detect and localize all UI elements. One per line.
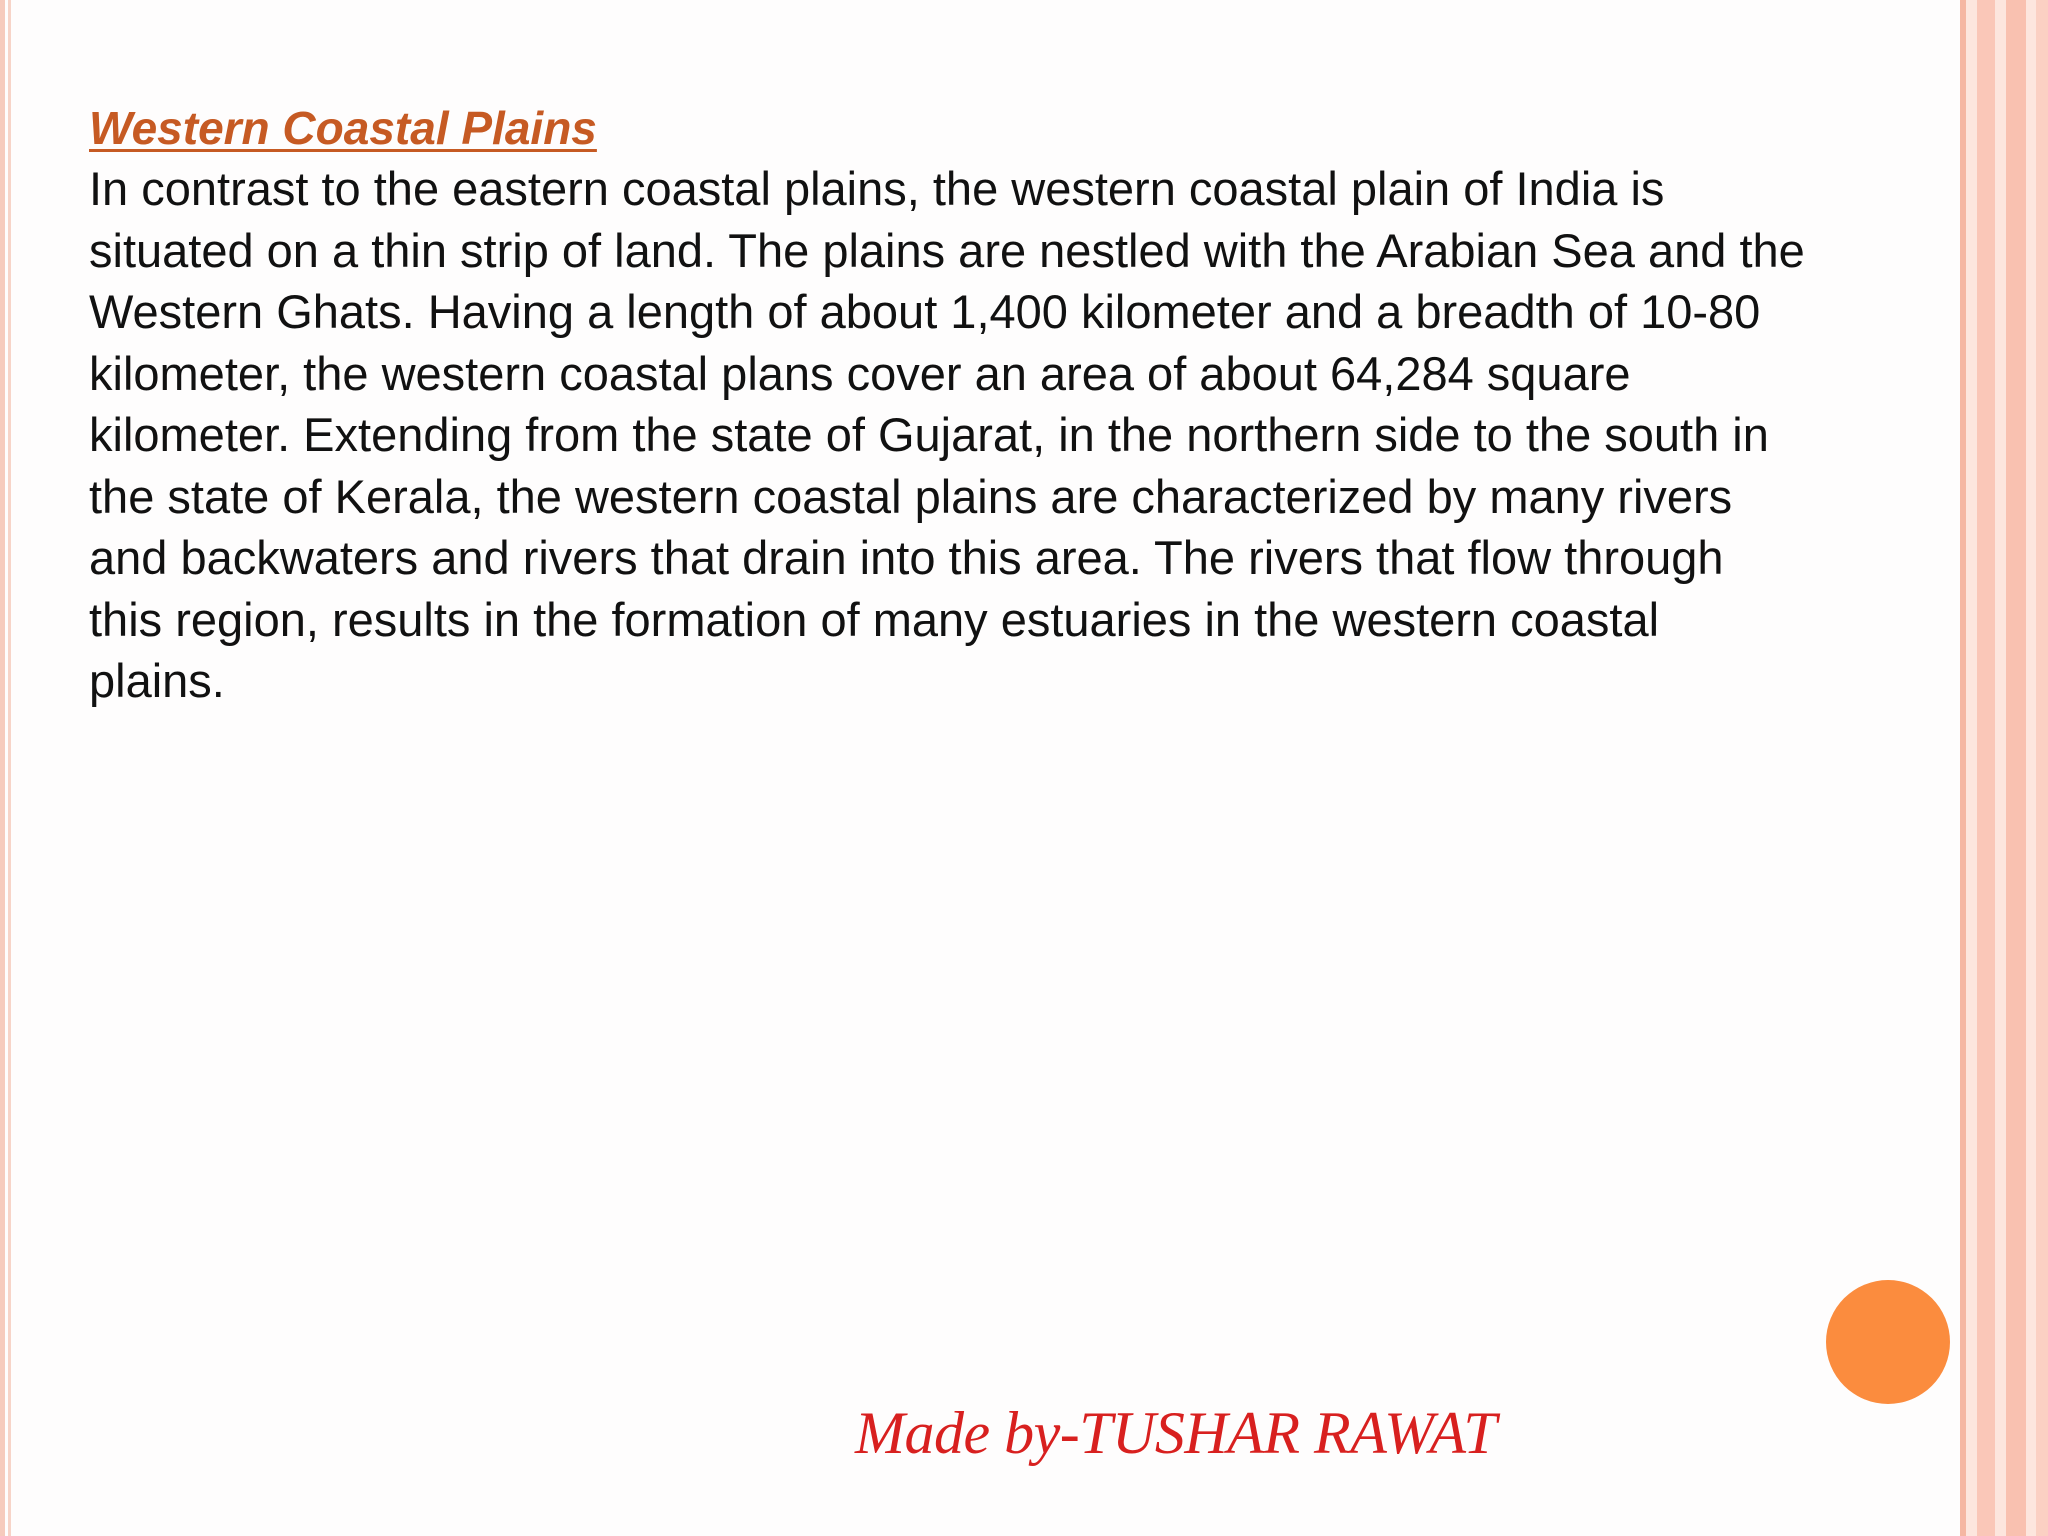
right-border-line (1960, 0, 1966, 1536)
right-border-line (2006, 0, 2026, 1536)
right-border-panel (1960, 0, 2048, 1536)
slide-heading: Western Coastal Plains (89, 102, 597, 154)
left-border-line (8, 0, 11, 1536)
author-credit: Made by-TUSHAR RAWAT (855, 1400, 1497, 1466)
left-border-stripe (0, 0, 5, 1536)
decorative-circle (1826, 1280, 1950, 1404)
right-border-line (1977, 0, 1995, 1536)
slide-content (89, 98, 1959, 712)
right-border-line (2036, 0, 2048, 1536)
slide-paragraph: In contrast to the eastern coastal plains, the western coastal plain of India is situated on a thin strip of land. The plains are nestled with the Arabian Sea and the Western Ghats. Having a length of about 1,400 kilometer and a breadth of 10-80 kilometer, the western coastal plans cover an area of about 64,284 square kilometer. Extending from the state of Gujarat, in the northern side to the south in the state of Kerala, the western coastal plains are characterized by many rivers and backwaters and rivers that drain into this area. The rivers that flow through this region, results in the formation of many estuaries in the western coastal plains. (89, 162, 1805, 707)
